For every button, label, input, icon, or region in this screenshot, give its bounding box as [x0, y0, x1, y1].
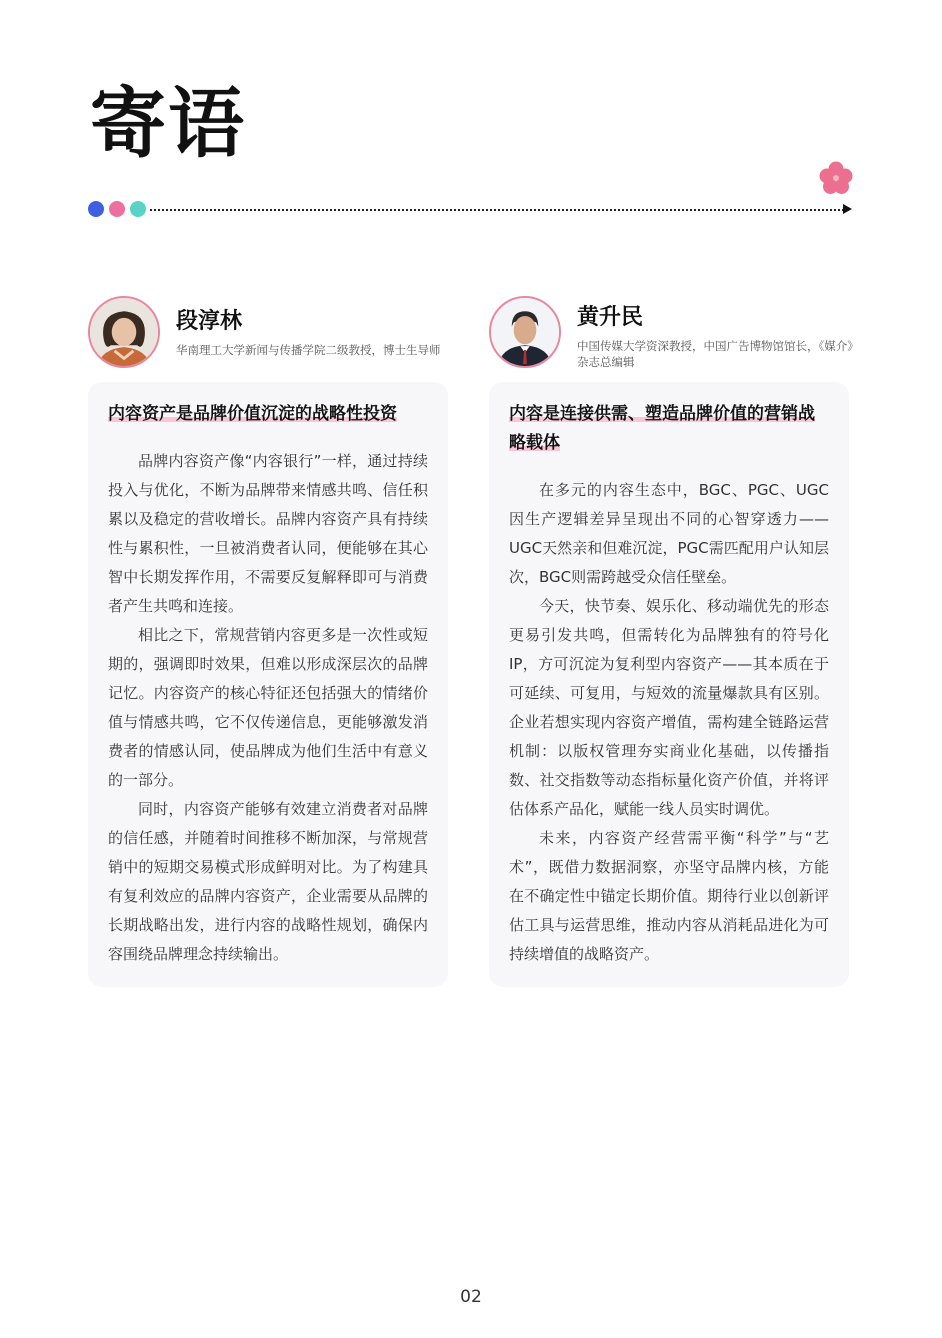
- paragraph: 在多元的内容生态中，BGC、PGC、UGC因生产逻辑差异呈现出不同的心智穿透力——UGC天然亲和但难沉淀，PGC需匹配用户认知层次，BGC则需跨越受众信任壁垒。: [509, 481, 829, 586]
- contributor-title: 中国传媒大学资深教授，中国广告博物馆馆长，《媒介》杂志总编辑: [577, 339, 859, 369]
- person-avatar-icon: [491, 298, 559, 366]
- paragraph: 品牌内容资产像“内容银行”一样，通过持续投入与优化，不断为品牌带来情感共鸣、信任积累以及稳定的营收增长。品牌内容资产具有持续性与累积性，一旦被消费者认同，便能够在其心智中长期发挥作用，不需要反复解释即可与消费者产生共鸣和连接。: [108, 452, 428, 615]
- decorative-timeline: [88, 200, 856, 220]
- arrow-icon: [843, 204, 852, 214]
- page-title: 寄语: [90, 79, 246, 168]
- contributor-name: 段淳林: [176, 309, 243, 334]
- blue-dot: [88, 201, 104, 217]
- paragraph: 同时，内容资产能够有效建立消费者对品牌的信任感，并随着时间推移不断加深，与常规营销中的短期交易模式形成鲜明对比。为了构建具有复利效应的品牌内容资产，企业需要从品牌的长期战略出发，进行内容的战略性规划，确保内容围绕品牌理念持续输出。: [108, 800, 428, 963]
- dotted-line: [150, 209, 844, 211]
- quote-card: [489, 382, 849, 987]
- contributor-name: 黄升民: [577, 305, 644, 330]
- teal-dot: [130, 201, 146, 217]
- flower-icon: [818, 160, 854, 196]
- page-number: 02: [460, 1287, 482, 1307]
- paragraph: 未来，内容资产经营需平衡“科学”与“艺术”，既借力数据洞察，亦坚守品牌内核，方能在不确定性中锚定长期价值。期待行业以创新评估工具与运营思维，推动内容从消耗品进化为可持续增值的战略资产。: [509, 829, 829, 963]
- avatar: [489, 296, 561, 368]
- avatar: [88, 296, 160, 368]
- card-heading: 内容资产是品牌价值沉淀的战略性投资: [108, 404, 397, 424]
- contributor-title: 华南理工大学新闻与传播学院二级教授，博士生导师: [176, 343, 441, 357]
- pink-dot: [109, 201, 125, 217]
- paragraph: 今天，快节奏、娱乐化、移动端优先的形态更易引发共鸣，但需转化为品牌独有的符号化IP，方可沉淀为复利型内容资产——其本质在于可延续、可复用，与短效的流量爆款具有区别。企业若想实现内容资产增值，需构建全链路运营机制：以版权管理夯实商业化基础，以传播指数、社交指数等动态指标量化资产价值，并将评估体系产品化，赋能一线人员实时调优。: [509, 597, 829, 818]
- quote-card: [88, 382, 448, 987]
- card-heading: 内容是连接供需、塑造品牌价值的营销战略载体: [509, 404, 815, 453]
- paragraph: 相比之下，常规营销内容更多是一次性或短期的，强调即时效果，但难以形成深层次的品牌记忆。内容资产的核心特征还包括强大的情绪价值与情感共鸣，它不仅传递信息，更能够激发消费者的情感认同，使品牌成为他们生活中有意义的一部分。: [108, 626, 428, 789]
- person-avatar-icon: [90, 298, 158, 366]
